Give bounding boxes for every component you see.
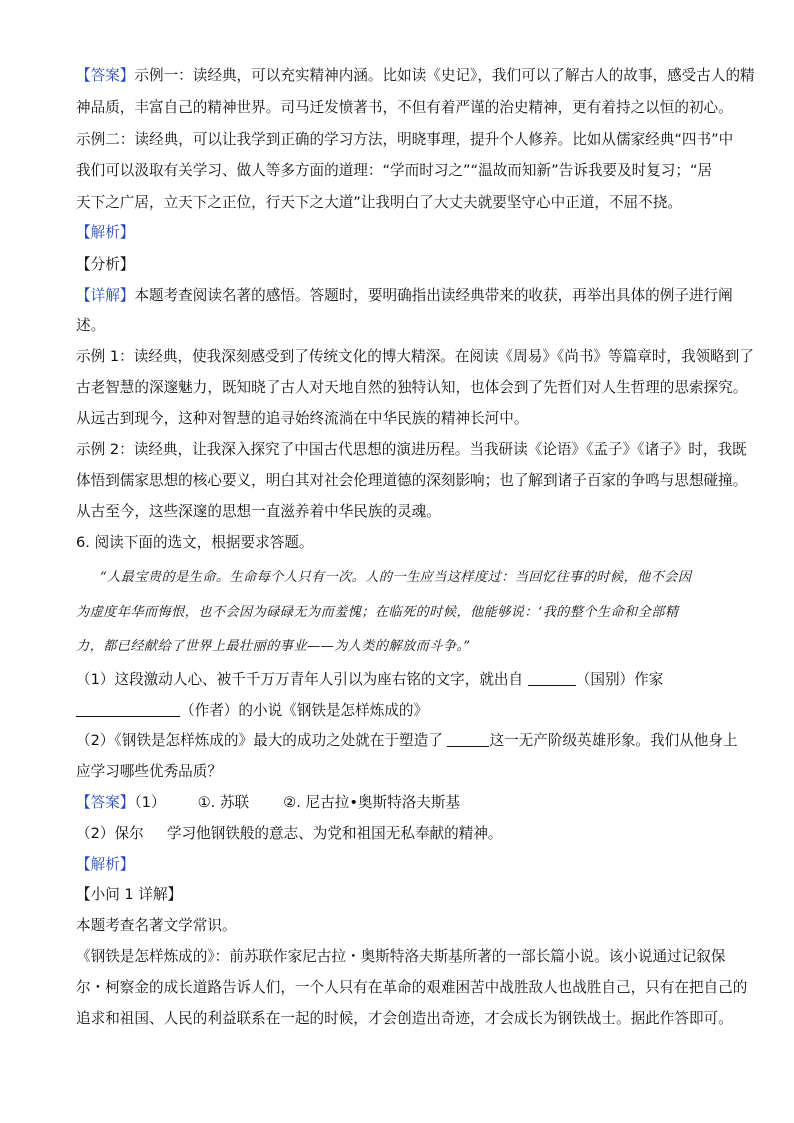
- detail-line-4: 古老智慧的深邃魅力，既知晓了古人对天地自然的独特认知，也体会到了先哲们对人生哲理的思索探究。: [76, 379, 748, 396]
- detail-line-5: 从远古到现今，这种对智慧的追寻始终流淌在中华民族的精神长河中。: [76, 410, 529, 427]
- answer-tag: 【答案】: [76, 67, 135, 84]
- answer-line-4: 我们可以汲取有关学习、做人等多方面的道理：“学而时习之”“温故而知新”告诉我要及时复习；“居: [76, 162, 713, 179]
- question-1-line-1: （1）这段激动人心、被千千万万青年人引以为座右铭的文字，就出自 （国别）作家: [76, 671, 664, 688]
- detail-line-8: 从古至今，这些深邃的思想一直滋养着中华民族的灵魂。: [76, 503, 441, 520]
- detail-line-3: 示例 1：读经典，使我深刻感受到了传统文化的博大精深。在阅读《周易》《尚书》等篇章时，我领略到了: [76, 348, 754, 365]
- answer-tag-2: 【答案】: [76, 794, 135, 811]
- answer-blank-hero[interactable]: [447, 732, 489, 747]
- explain-line-3: 尔・柯察金的成长道路告诉人们，一个人只有在革命的艰难困苦中战胜敌人也战胜自己，只有在把自己的: [76, 979, 748, 996]
- question-1-line-2: （作者）的小说《钢铁是怎样炼成的》: [76, 701, 428, 721]
- detail-line-1: 【详解】本题考查阅读名著的感悟。答题时，要明确指出读经典带来的收获，再举出具体的例子进行阐: [76, 287, 733, 304]
- question-2-line-1: （2）《钢铁是怎样炼成的》最大的成功之处就在于塑造了 这一无产阶级英雄形象。我们从他身上: [76, 732, 738, 749]
- quote-line-3: 力，都已经献给了世界上最壮丽的事业——为人类的解放而斗争。”: [76, 639, 471, 654]
- quote-line-2: 为虚度年华而悔恨，也不会因为碌碌无为而羞愧；在临死的时候，他能够说：‘我的整个生命和全部精: [76, 605, 679, 620]
- explain-line-2: 《钢铁是怎样炼成的》：前苏联作家尼古拉・奥斯特洛夫斯基所著的一部长篇小说。该小说通过记叙保: [76, 948, 726, 965]
- analysis-tag: 【解析】: [76, 224, 135, 241]
- question-6-title: 6. 阅读下面的选文，根据要求答题。: [76, 534, 314, 551]
- question-2-line-2: 应学习哪些优秀品质？: [76, 763, 222, 780]
- explain-line-4: 追求和祖国、人民的利益联系在一起的时候，才会创造出奇迹，才会成长为钢铁战士。据此作答即可。: [76, 1010, 733, 1027]
- quote-line-1: “人最宝贵的是生命。生命每个人只有一次。人的一生应当这样度过：当回忆往事的时候，他不会因: [100, 570, 692, 585]
- answer-line-3: 示例二：读经典，可以让我学到正确的学习方法，明晓事理，提升个人修养。比如从儒家经典“四书”中: [76, 131, 734, 148]
- detail-tag: 【详解】: [76, 287, 135, 304]
- answer-blank-author[interactable]: [76, 702, 180, 717]
- detail-line-7: 体悟到儒家思想的核心要义，明白其对社会伦理道德的深刻影响；也了解到诸子百家的争鸣与思想碰撞。: [76, 472, 748, 489]
- analysis-tag-2: 【解析】: [76, 856, 135, 873]
- detail-line-2: 述。: [76, 317, 106, 334]
- explain-line-1: 本题考查名著文学常识。: [76, 917, 237, 934]
- answer-blank-country[interactable]: [528, 671, 576, 686]
- answer-line-1: 【答案】示例一：读经典，可以充实精神内涵。比如读《史记》，我们可以了解古人的故事，感受古人的精: [76, 67, 755, 84]
- answer-2-line-1: 【答案】（1） ①. 苏联 ②. 尼古拉•奥斯特洛夫斯基: [76, 794, 461, 811]
- fenxi-tag: 【分析】: [76, 256, 135, 273]
- detail-line-6: 示例 2：读经典，让我深入探究了中国古代思想的演进历程。当我研读《论语》《孟子》《诸子》时，我既: [76, 441, 747, 458]
- answer-line-2: 神品质，丰富自己的精神世界。司马迁发愤著书，不但有着严谨的治史精神，更有着持之以恒的初心。: [76, 99, 733, 116]
- xiaowen-tag: 【小问 1 详解】: [76, 886, 183, 903]
- answer-2-line-2: （2）保尔 学习他钢铁般的意志、为党和祖国无私奉献的精神。: [76, 825, 503, 842]
- answer-line-5: 天下之广居，立天下之正位，行天下之大道”让我明白了大丈夫就要坚守心中正道，不屈不挠。: [76, 194, 682, 211]
